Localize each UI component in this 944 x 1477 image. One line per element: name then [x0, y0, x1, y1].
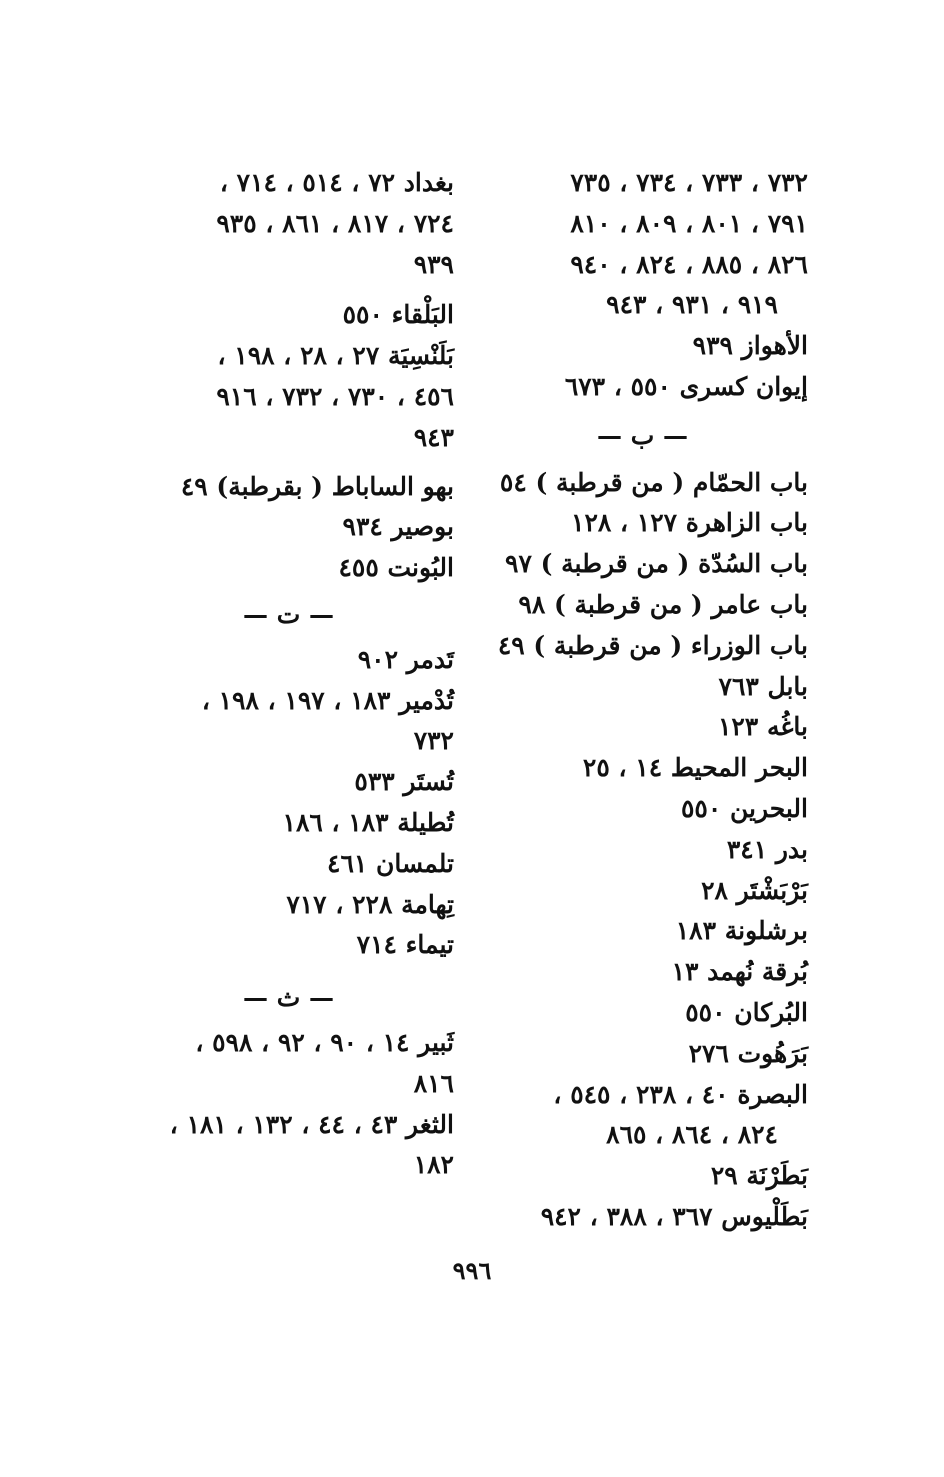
spacer	[124, 285, 454, 295]
index-entry: البصرة ٤٠ ، ٢٣٨ ، ٥٤٥ ،	[553, 1079, 808, 1109]
index-column-left	[124, 163, 454, 1186]
index-entry: تَدمر ٩٠٢	[357, 644, 454, 674]
index-entry: تيماء ٧١٤	[356, 930, 454, 960]
index-entry: تُستَر ٥٣٣	[354, 767, 454, 797]
index-entry: البَلْقاء ٥٥٠	[342, 300, 454, 330]
index-column-right	[478, 163, 808, 1238]
index-entry: البُركان ٥٥٠	[685, 997, 808, 1027]
index-entry: — ث —	[243, 983, 334, 1013]
index-entry: ٧٢٤ ، ٨١٧ ، ٨٦١ ، ٩٣٥	[216, 208, 454, 238]
index-entry: باب الحمّام ( من قرطبة ) ٥٤	[499, 467, 808, 497]
index-entry: بُرقة نُهمد ١٣	[671, 957, 808, 987]
index-entry: بغداد ٧٢ ، ٥١٤ ، ٧١٤ ،	[219, 168, 454, 197]
index-entry: بدر ٣٤١	[726, 834, 808, 864]
index-entry: — ت —	[243, 599, 334, 629]
index-entry: ٨٢٦ ، ٨٨٥ ، ٨٢٤ ، ٩٤٠	[570, 249, 808, 279]
index-entry: ٨١٦	[413, 1068, 454, 1098]
index-entry: بَلَنْسِيَة ٢٧ ، ٢٨ ، ١٩٨ ،	[217, 341, 454, 371]
index-entry: بَطَرْنَة ٢٩	[710, 1161, 808, 1191]
index-entry: بوصير ٩٣٤	[342, 512, 454, 542]
index-entry: ٧٣٢ ، ٧٣٣ ، ٧٣٤ ، ٧٣٥	[570, 168, 808, 197]
index-entry: ثَبير ١٤ ، ٩٠ ، ٩٢ ، ٥٩٨ ،	[195, 1027, 454, 1057]
index-entry: بهو الساباط ( بقرطبة) ٤٩	[180, 471, 454, 501]
index-entry: باب عامر ( من قرطبة ) ٩٨	[518, 589, 808, 619]
index-entry: تُطيلة ١٨٣ ، ١٨٦	[282, 807, 454, 837]
index-entry: ٧٩١ ، ٨٠١ ، ٨٠٩ ، ٨١٠	[570, 208, 808, 238]
spacer	[124, 459, 454, 467]
index-entry: بَرْبَشْتَر ٢٨	[701, 875, 808, 905]
index-entry: باغُه ١٢٣	[717, 712, 808, 742]
index-entry: باب السُدّة ( من قرطبة ) ٩٧	[505, 549, 808, 579]
index-entry: ٤٥٦ ، ٧٣٠ ، ٧٣٢ ، ٩١٦	[216, 381, 454, 411]
index-entry: بَطَلْيوس ٣٦٧ ، ٣٨٨ ، ٩٤٢	[540, 1201, 808, 1231]
index-entry: إيوان كسرى ٥٥٠ ، ٦٧٣	[564, 371, 808, 401]
index-entry: ٩٣٩	[413, 249, 454, 279]
index-entry: باب الوزراء ( من قرطبة ) ٤٩	[497, 630, 808, 660]
index-entry: تِهامة ٢٢٨ ، ٧١٧	[286, 889, 454, 919]
index-entry: ٧٣٢	[413, 726, 454, 756]
index-entry: تلمسان ٤٦١	[327, 848, 454, 878]
index-entry: ٩١٩ ، ٩٣١ ، ٩٤٣	[606, 290, 778, 320]
index-entry: ٨٢٤ ، ٨٦٤ ، ٨٦٥	[606, 1120, 778, 1150]
index-entry: تُدْمير ١٨٣ ، ١٩٧ ، ١٩٨ ،	[201, 685, 454, 715]
index-entry: ٩٤٣	[413, 422, 454, 452]
spacer	[478, 408, 808, 416]
index-entry: بَرَهُوت ٢٧٦	[688, 1038, 808, 1068]
spacer	[124, 966, 454, 978]
page-number: ٩٩٦	[452, 1256, 492, 1285]
index-entry: برشلونة ١٨٣	[675, 916, 808, 946]
index-entry: البُونت ٤٥٥	[338, 553, 454, 583]
index-entry: ١٨٢	[413, 1150, 454, 1180]
index-entry: بابل ٧٦٣	[718, 671, 808, 701]
index-entry: الثغر ٤٣ ، ٤٤ ، ١٣٢ ، ١٨١ ،	[169, 1109, 454, 1139]
index-entry: باب الزاهرة ١٢٧ ، ١٢٨	[571, 508, 808, 538]
index-entry: البحر المحيط ١٤ ، ٢٥	[582, 753, 808, 783]
index-entry: الأهواز ٩٣٩	[692, 331, 808, 361]
index-entry: — ب —	[597, 420, 688, 450]
index-entry: البحرين ٥٥٠	[680, 793, 808, 823]
